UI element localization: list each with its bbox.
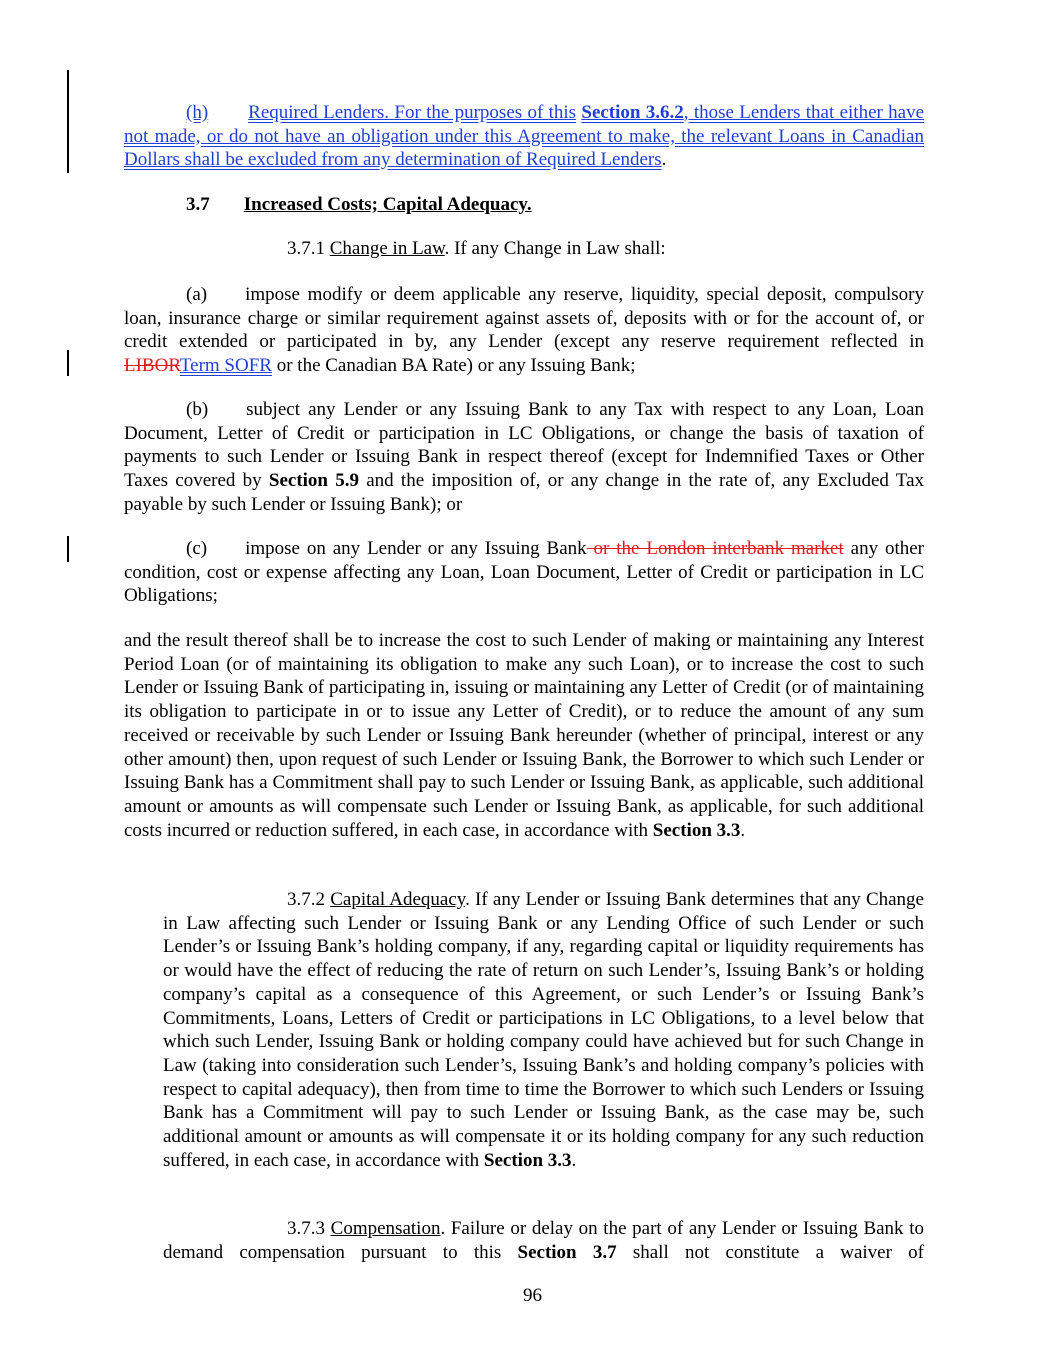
section-h-text-1: For the purposes of this (394, 102, 577, 123)
section-3-7-title: Increased Costs; Capital Adequacy. (243, 194, 532, 215)
result-ref: Section 3.3 (652, 819, 741, 841)
section-h-paragraph (124, 101, 924, 172)
section-h-end: . (661, 149, 667, 171)
section-3-7-2-ref: Section 3.3 (483, 1149, 572, 1171)
clause-a-deleted: LIBOR (124, 355, 180, 377)
section-h-text-2: , those Lenders that either have not made, or do not have an obligation under this Agreement to make, the relevant Loans in Canadian Dollars shall be excluded from any determination of Required Lenders (124, 102, 925, 171)
result-paragraph (124, 629, 924, 842)
section-3-7-3-number: 3.7.3 (287, 1218, 325, 1239)
section-3-7-2-number: 3.7.2 (287, 889, 325, 910)
clause-c-text-1: impose on any Lender or any Issuing Bank (245, 538, 587, 559)
section-3-7-3-title: Compensation (330, 1218, 441, 1239)
section-3-7-2-paragraph (163, 888, 924, 1172)
clause-b-label: (b) (186, 399, 209, 420)
section-3-7-1-title: Change in Law (329, 238, 445, 259)
clause-a-label: (a) (186, 284, 208, 305)
section-3-7-2-end: . (571, 1149, 577, 1171)
section-3-7-3-text-2: shall not constitute a waiver of (616, 1241, 925, 1263)
clause-c-deleted: or the London interbank market (586, 538, 844, 559)
clause-b-ref: Section 5.9 (268, 470, 359, 492)
clause-b-text-1: subject any Lender or any Issuing Bank to any Tax with respect to any Loan, Loan Document, Letter of Credit or participation in LC Obligations, or change the basis of taxation of payments to such Lender or Issuing Bank in respect thereof (except for Indemnified Taxes or Other Taxes covered by (124, 399, 924, 492)
change-bar-a (67, 350, 69, 376)
section-3-7-3-paragraph (163, 1217, 924, 1264)
section-3-7-1-text: . If any Change in Law shall: (444, 238, 666, 259)
clause-c-text-2: any other condition, cost or expense affecting any Loan, Loan Document, Letter of Credit or participation in LC Obligations; (124, 538, 924, 607)
section-h-ref: Section 3.6.2 (581, 102, 684, 123)
page-number: 96 (523, 1285, 542, 1306)
section-h-title: Required Lenders. (248, 102, 390, 123)
result-end: . (740, 819, 746, 841)
clause-b-paragraph (124, 398, 924, 517)
section-3-7-2-text-1: . If any Lender or Issuing Bank determines that any Change in Law affecting such Lender or Issuing Bank or any Lending Office of such Lender or such Lender’s or Issuing Bank’s holding company, if any, regarding capital or liquidity requirements has or would have the effect of reducing the rate of return on such Lender’s, Issuing Bank’s or holding company’s capital as a consequence of this Agreement, or such Lender’s or Issuing Bank’s Commitments, Loans, Letters of Credit or participations in LC Obligations, to a level below that which such Lender, Issuing Bank or holding company could have achieved but for such Change in Law (taking into consideration such Lender’s, Issuing Bank’s and holding company’s policies with respect to capital adequacy), then from time to time the Borrower to which such Lenders or Issuing Bank has a Commitment will pay to such Lender or Issuing Bank, as the case may be, such additional amount or amounts as will compensate it or its holding company for any such reduction suffered, in each case, in accordance with (163, 889, 924, 1171)
section-3-7-1-number: 3.7.1 (287, 238, 325, 259)
result-text-1: and the result thereof shall be to increase the cost to such Lender of making or maintaining any Interest Period Loan (or of maintaining its obligation to make any such Loan), or to increase the cost to such Lender or Issuing Bank of participating in, issuing or maintaining any Letter of Credit (or of maintaining its obligation to participate in or to issue any Letter of Credit), or to reduce the amount of any sum received or receivable by such Lender or Issuing Bank hereunder (whether of principal, interest or any other amount) then, upon request of such Lender or Issuing Bank, the Borrower to which such Lender or Issuing Bank has a Commitment shall pay to such Lender or Issuing Bank, as applicable, such additional amount or amounts as will compensate such Lender or Issuing Bank, as applicable, for such additional costs incurred or reduction suffered, in each case, in accordance with (124, 630, 924, 841)
clause-a-paragraph (124, 283, 924, 378)
change-bar-h (67, 70, 69, 173)
clause-b-text-2: and the imposition of, or any change in the rate of, any Excluded Tax payable by such Lender or Issuing Bank); or (124, 470, 925, 515)
section-3-7-heading (186, 193, 926, 217)
clause-a-text-1: impose modify or deem applicable any reserve, liquidity, special deposit, compulsory loan, insurance charge or similar requirement against assets of, deposits with or for the account of, or credit extended or participated in by, any Lender (except any reserve requirement reflected in (124, 284, 924, 353)
section-3-7-number: 3.7 (186, 194, 210, 215)
clause-c-label: (c) (186, 538, 208, 559)
clause-a-text-2: or the Canadian BA Rate) or any Issuing Bank; (271, 355, 636, 377)
clause-c-paragraph (124, 537, 924, 608)
section-3-7-2-title: Capital Adequacy (330, 889, 466, 910)
section-3-7-3-text-1: . Failure or delay on the part of any Lender or Issuing Bank to demand compensation pursuant to this (163, 1218, 924, 1263)
section-3-7-3-ref: Section 3.7 (517, 1241, 617, 1263)
section-h-label: (h) (186, 102, 209, 123)
change-bar-c (67, 536, 69, 562)
clause-a-inserted: Term SOFR (179, 355, 272, 377)
section-3-7-1-heading (287, 237, 927, 261)
